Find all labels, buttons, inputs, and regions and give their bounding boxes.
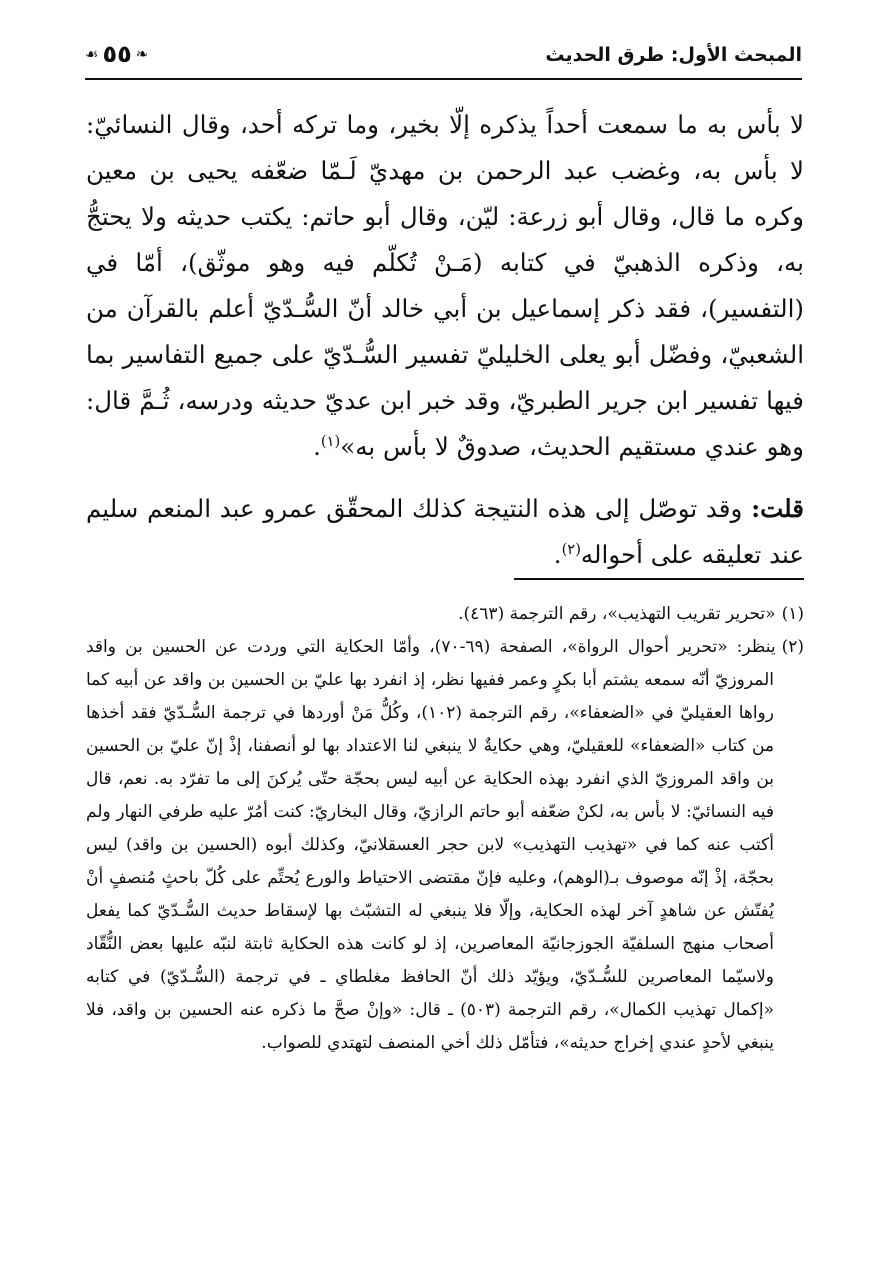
footnote-ref-2: (٢): [561, 540, 581, 558]
footnotes: [86, 598, 804, 1060]
paragraph-2-label: قلت:: [751, 494, 804, 523]
paragraph-1-end: .: [313, 432, 321, 461]
paragraph-2: [86, 486, 804, 578]
page-number: ٥٥: [102, 40, 132, 68]
paragraph-1-text: لا بأس به ما سمعت أحداً يذكره إلّا بخير، وما تركه أحد، وقال النسائيّ: لا بأس به، وغضب عبد الرحمن بن مهديّ لَـمّا ضعّفه يحيى بن معين وكره ما قال، وقال أبو زرعة: ليّن، وقال أبو حاتم: يكتب حديثه ولا يحتجُّ به، وذكره الذهبيّ في كتابه (مَـنْ تُكلّم فيه وهو موثّق)، أمّا في (التفسير)، فقد ذكر إسماعيل بن أبي خالد أنّ السُّـدّيّ أعلم بالقرآن من الشعبيّ، وفضّل أبو يعلى الخليليّ تفسير السُّـدّيّ على جميع التفاسير بما فيها تفسير ابن جرير الطبريّ، وقد خبر ابن عديّ حديثه ودرسه، ثُـمَّ قال: وهو عندي مستقيم الحديث، صدوقٌ لا بأس به»: [86, 110, 804, 461]
footnote-2: [86, 631, 804, 1060]
footnote-2-number: (٢): [781, 637, 805, 657]
paragraph-1: [86, 102, 804, 470]
footnote-ref-1: (١): [320, 432, 341, 450]
paragraph-2-end: .: [553, 540, 562, 569]
footnote-1: [86, 598, 804, 631]
ornament-right-icon: ☙: [85, 45, 99, 63]
page-number-block: [85, 40, 148, 68]
paragraph-2-text: وقد توصّل إلى هذه النتيجة كذلك المحقّق عمرو عبد المنعم سليم عند تعليقه على أحواله: [86, 494, 804, 569]
ornament-left-icon: ❧: [135, 45, 149, 63]
footnote-divider: [514, 578, 804, 580]
page-header: [85, 38, 802, 80]
footnote-2-text: ينظر: «تحرير أحوال الرواة»، الصفحة (٦٩-٧٠)، وأمّا الحكاية التي وردت عن الحسين بن واقد المروزيّ أنّه سمعه يشتم أبا بكرٍ وعمر ففيها نظر، إذ انفرد بها عليّ بن الحسين بن واقد عن أبيه كما رواها العقيليّ في «الضعفاء»، رقم الترجمة (١٠٢)، وكُلُّ مَنْ أوردها في ترجمة السُّـدّيّ فقد أخذها من كتاب «الضعفاء» للعقيليّ، وهي حكايةٌ لا ينبغي لنا الاعتداد بها لو أنصفنا، إذْ إنّ عليّ بن الحسين بن واقد المروزيّ الذي انفرد بهذه الحكاية عن أبيه ليس بحجّة حتّى يُركنَ إلى ما تفرّد به. نعم، قال فيه النسائيّ: لا بأس به، لكنْ ضعّفه أبو حاتم الرازيّ، وقال البخاريّ: كنت أمُرّ عليه طرفي النهار ولم أكتب عنه كما في «تهذيب التهذيب» لابن حجر العسقلانيّ، وكذلك أبوه (الحسين بن واقد) ليس بحجّة، إذْ إنّه موصوف بـ(الوهم)، وعليه فإنّ مقتضى الاحتياط والورع يُحتِّم على كُلّ باحثٍ مُنصفٍ أنْ يُفتّش عن شاهدٍ آخر لهذه الحكاية، وإلّا فلا ينبغي له التشبّث بها لإسقاط حديث السُّـدّيّ كما يفعل أصحاب منهج السلفيّة الجوزجانيّة المعاصرين، إذ لو كانت هذه الحكاية ثابتة لنبّه عليها بعض النُّقّاد ولاسيّما المعاصرين للسُّـدّيّ، ويؤيّد ذلك أنّ الحافظ مغلطاي ـ في ترجمة (السُّـدّيّ) في كتابه «إكمال تهذيب الكمال»، رقم الترجمة (٥٠٣) ـ قال: «وإنْ صحَّ ما ذكره عنه الحسين بن واقد، فلا ينبغي لأحدٍ عندي إخراج حديثه»، فتأمّل ذلك أخي المنصف لتهتدي للصواب.: [86, 637, 776, 1053]
footnote-1-text: «تحرير تقريب التهذيب»، رقم الترجمة (٤٦٣).: [458, 604, 776, 624]
running-title: المبحث الأول: طرق الحديث: [545, 44, 802, 66]
footnote-1-number: (١): [781, 604, 804, 624]
main-text: [86, 102, 804, 578]
